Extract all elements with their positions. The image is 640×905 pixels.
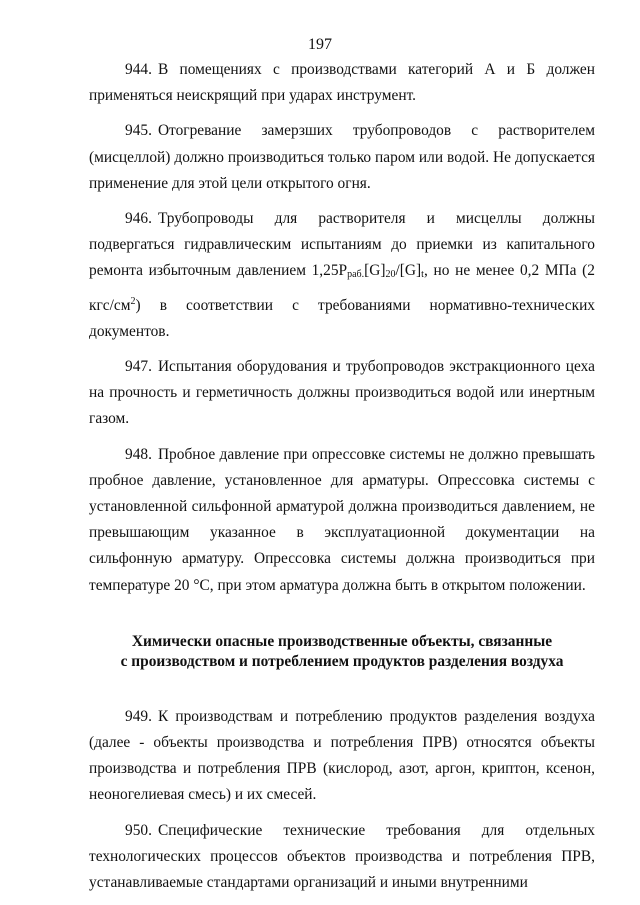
section-heading-line: Химически опасные производственные объекты, связанные (131, 632, 553, 650)
paragraph-number: 947. (125, 358, 152, 376)
paragraph-text: Пробное давление при опрессовке системы не должно превышать пробное давление, установленное для арматуры. Опрессовка системы с установленной сильфонной арматурой должна производиться давлением, не превышающим указанное в эксплуатационной документации на сильфонную арматуру. Опрессовка системы должна производиться при температуре 20 °С, при этом арматура должна быть в открытом положении. (89, 445, 595, 594)
paragraph-text: Отогревание замерзших трубопроводов с растворителем (мисцеллой) должно производиться только паром или водой. Не допускается применение для этой цели открытого огня. (89, 122, 595, 192)
subscript: 20 (385, 269, 396, 281)
paragraph-number: 944. (125, 61, 152, 78)
paragraph-text: К производствам и потреблению продуктов разделения воздуха (далее - объекты производства и потребления ПРВ) относятся объекты производства и потребления ПРВ (кислород, азот, аргон, криптон, ксенон, неоногелиевая смесь) и их смесей. (89, 707, 595, 804)
paragraph-text: , но не менее 0,2 МПа (2 кгс/см (89, 262, 596, 314)
paragraph-text: Трубопроводы для растворителя и мисцеллы должны подвергаться гидравлическим испытаниям до приемки из капитального ремонта избыточным давлением 1,25Р (89, 210, 595, 280)
paragraph-number: 948. (125, 445, 152, 463)
paragraph-949 (89, 704, 595, 809)
subscript: раб. (347, 269, 365, 281)
paragraph-text: Специфические технические требования для отдельных технологических процессов объектов производства и потребления ПРВ, устанавливаемые стандартами организаций и иными внутренними (89, 821, 595, 892)
paragraph-number: 950. (125, 821, 152, 839)
paragraph-number: 949. (125, 707, 152, 725)
paragraph-text: [G] (364, 262, 386, 280)
paragraph-number: 946. (125, 210, 152, 228)
paragraph-text: В помещениях с производствами категорий А и Б должен применяться неискрящий при ударах инструмент. (89, 61, 595, 105)
section-heading (89, 632, 595, 672)
subscript: t (421, 269, 424, 281)
page-number: 197 (308, 36, 332, 53)
paragraph-948 (89, 442, 595, 599)
paragraph-944 (89, 57, 595, 109)
paragraph-946 (89, 206, 595, 345)
document-body (89, 57, 595, 905)
paragraph-text: ) в соответствии с требованиями нормативно-технических документов. (89, 296, 595, 340)
paragraph-text: Испытания оборудования и трубопроводов экстракционного цеха на прочность и герметичность должны производиться водой или инертным газом. (89, 358, 595, 428)
paragraph-950 (89, 818, 595, 897)
paragraph-947 (89, 354, 595, 433)
section-heading-line: с производством и потреблением продуктов разделения воздуха (120, 652, 564, 670)
paragraph-945 (89, 118, 595, 197)
paragraph-number: 945. (125, 122, 152, 140)
paragraph-text: /[G] (395, 262, 422, 280)
superscript: 2 (130, 295, 136, 307)
